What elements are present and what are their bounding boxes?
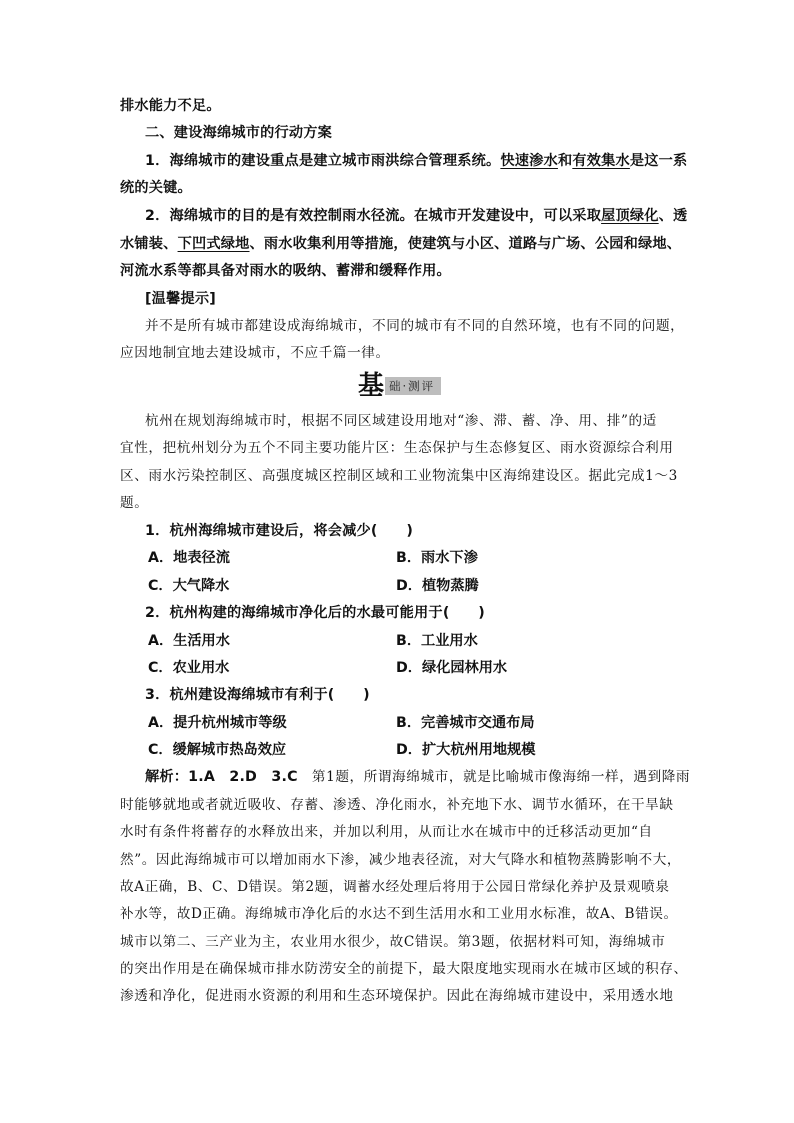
analysis-line-6: 补水等，故D正确。海绵城市净化后的水达不到生活用水和工业用水标准，故A、B错误。 <box>120 906 678 922</box>
tip-line-2: 应因地制宜地去建设城市，不应千篇一律。 <box>120 345 390 361</box>
p2-keyword-1: 屋顶绿化 <box>601 208 659 224</box>
p2-text-2: 、透 <box>658 208 688 224</box>
p2-text: 2．海绵城市的目的是有效控制雨水径流。在城市开发建设中，可以采取 <box>145 208 602 224</box>
analysis-line-1 <box>145 767 691 787</box>
analysis-line-2: 时能够就地或者就近吸收、存蓄、渗透、净化雨水，补充地下水、调节水循环，在干旱缺 <box>120 797 674 813</box>
q1-option-a: A．地表径流 <box>148 550 230 566</box>
q3-option-c: C．缓解城市热岛效应 <box>148 742 287 758</box>
analysis-line-9: 渗透和净化，促进雨水资源的利用和生态环境保护。因此在海绵城市建设中，采用透水地 <box>120 988 674 1004</box>
material-line-2: 宜性，把杭州划分为五个不同主要功能片区：生态保护与生态修复区、雨水资源综合利用 <box>120 440 674 456</box>
analysis-line-5: 故A正确，B、C、D错误。第2题，调蓄水经处理后将用于公园日常绿化养护及景观喷泉 <box>120 879 670 895</box>
continuation-line: 排水能力不足。 <box>120 98 221 114</box>
paragraph-1 <box>145 151 688 171</box>
q1-option-b: B．雨水下渗 <box>396 550 478 566</box>
analysis-text-1: 第1题，所谓海绵城市，就是比喻城市像海绵一样，遇到降雨 <box>297 769 691 785</box>
section-banner <box>357 372 461 400</box>
p1-keyword-2: 有效集水 <box>572 153 630 169</box>
p2-line2-text-2: 、雨水收集利用等措施，使建筑与小区、道路与广场、公园和绿地、 <box>249 236 682 252</box>
banner-big-char: 基 <box>357 371 384 401</box>
paragraph-2 <box>145 206 688 226</box>
question-1-stem: 1．杭州海绵城市建设后，将会减少( ) <box>145 523 414 539</box>
material-line-3: 区、雨水污染控制区、高强度城区控制区域和工业物流集中区海绵建设区。据此完成1～3 <box>120 468 678 484</box>
p2-line2-text: 水铺装、 <box>120 236 178 252</box>
analysis-line-4: 然”。因此海绵城市可以增加雨水下渗，减少地表径流，对大气降水和植物蒸腾影响不大， <box>120 852 682 868</box>
question-3-stem: 3．杭州建设海绵城市有利于( ) <box>145 687 370 703</box>
banner-text: 础·测评 <box>385 377 441 395</box>
material-line-1: 杭州在规划海绵城市时，根据不同区域建设用地对“渗、滞、蓄、净、用、排”的适 <box>145 413 657 429</box>
q2-option-c: C．农业用水 <box>148 660 230 676</box>
p1-text-3: 是这一系 <box>629 153 688 169</box>
p1-text: 1．海绵城市的建设重点是建立城市雨洪综合管理系统。 <box>145 153 501 169</box>
analysis-line-8: 的突出作用是在确保城市排水防涝安全的前提下，最大限度地实现雨水在城市区域的积存、 <box>120 961 688 977</box>
paragraph-2-line-3: 河流水系等都具备对雨水的吸纳、蓄滞和缓释作用。 <box>120 263 451 279</box>
q2-option-d: D．绿化园林用水 <box>396 660 508 676</box>
q3-option-b: B．完善城市交通布局 <box>396 715 535 731</box>
paragraph-1-line-2: 统的关键。 <box>120 180 192 196</box>
paragraph-2-line-2 <box>120 234 680 254</box>
material-line-4: 题。 <box>120 495 149 511</box>
q1-option-d: D．植物蒸腾 <box>396 578 479 594</box>
p2-keyword-2: 下凹式绿地 <box>177 236 250 252</box>
q3-option-a: A．提升杭州城市等级 <box>148 715 287 731</box>
q2-option-a: A．生活用水 <box>148 633 230 649</box>
q3-option-d: D．扩大杭州用地规模 <box>396 742 536 758</box>
question-2-stem: 2．杭州构建的海绵城市净化后的水最可能用于( ) <box>145 605 485 621</box>
section-heading: 二、建设海绵城市的行动方案 <box>145 125 333 141</box>
tip-label: [温馨提示] <box>145 291 216 307</box>
analysis-line-7: 城市以第二、三产业为主，农业用水很少，故C错误。第3题，依据材料可知，海绵城市 <box>120 934 666 950</box>
analysis-answers: 解析：1.A 2.D 3.C <box>145 769 298 785</box>
q2-option-b: B．工业用水 <box>396 633 478 649</box>
tip-line-1: 并不是所有城市都建设成海绵城市，不同的城市有不同的自然环境，也有不同的问题， <box>145 318 685 334</box>
q1-option-c: C．大气降水 <box>148 578 230 594</box>
p1-keyword-1: 快速渗水 <box>500 153 558 169</box>
p1-text-2: 和 <box>557 153 573 169</box>
analysis-line-3: 水时有条件将蓄存的水释放出来，并加以利用，从而让水在城市中的迁移活动更加“自 <box>120 824 653 840</box>
